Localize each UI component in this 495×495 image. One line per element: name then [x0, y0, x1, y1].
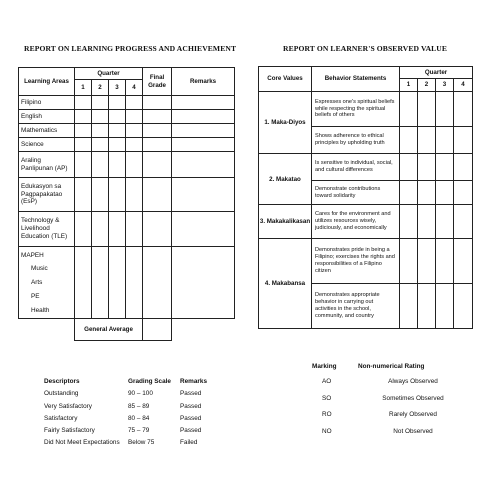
quarter-2-header: 2: [418, 79, 436, 92]
value-row: [259, 239, 473, 284]
mapeh-cell: [19, 247, 75, 319]
behavior-statement: Is sensitive to individual, social, and cultural differences: [312, 154, 400, 181]
grade-cell: [75, 96, 92, 110]
grade-cell: [92, 247, 109, 319]
rating-cell: [400, 239, 418, 284]
grade-cell: [75, 138, 92, 152]
remark: Passed: [180, 427, 202, 435]
subject-row-esp: [19, 178, 235, 212]
marking-header: Marking: [312, 363, 337, 370]
descriptor-row: [44, 425, 230, 437]
descriptor-row: [44, 388, 230, 400]
learning-progress-table: [18, 67, 235, 341]
core-value-makatao: 2. Makatao: [259, 154, 312, 205]
descriptor: Outstanding: [44, 390, 79, 398]
mark-rating: Sometimes Observed: [382, 394, 444, 402]
subject-row-english: [19, 110, 235, 124]
descriptor-row: [44, 401, 230, 413]
mark-rating: Not Observed: [393, 427, 433, 435]
quarter-3-header: 3: [436, 79, 454, 92]
progress-report-title: REPORT ON LEARNING PROGRESS AND ACHIEVEMENT: [24, 44, 237, 53]
subject-name: Filipino: [19, 96, 75, 110]
mark-code: AO: [322, 378, 332, 385]
rating-cell: [436, 205, 454, 239]
grade-cell: [109, 152, 126, 178]
grade-cell: [75, 178, 92, 212]
grading-scale: 90 – 100: [128, 390, 153, 398]
general-average-label: General Average: [75, 319, 143, 341]
grade-cell: [75, 247, 92, 319]
remark: Passed: [180, 390, 202, 398]
final-grade-cell: [143, 152, 172, 178]
subject-row-science: [19, 138, 235, 152]
grade-cell: [92, 124, 109, 138]
rating-cell: [418, 284, 436, 329]
marking-row: [312, 424, 468, 441]
final-grade-cell: [143, 212, 172, 247]
remarks-cell: [172, 152, 235, 178]
grade-cell: [109, 138, 126, 152]
quarter-header: Quarter: [400, 67, 473, 79]
grade-cell: [109, 96, 126, 110]
behavior-statement: Expresses one's spiritual beliefs while respecting the spiritual beliefs of others: [312, 92, 400, 127]
descriptors-header: Descriptors: [44, 378, 80, 385]
final-grade-cell: [143, 96, 172, 110]
rating-cell: [454, 92, 473, 127]
subject-row-mathematics: [19, 124, 235, 138]
grade-cell: [126, 178, 143, 212]
quarter-4-header: 4: [454, 79, 473, 92]
rating-cell: [436, 284, 454, 329]
final-grade-cell: [143, 124, 172, 138]
rating-cell: [454, 239, 473, 284]
rating-cell: [400, 127, 418, 154]
rating-cell: [418, 239, 436, 284]
descriptor: Did Not Meet Expectations: [44, 439, 120, 447]
rating-cell: [418, 154, 436, 181]
rating-cell: [400, 284, 418, 329]
quarter-2-header: 2: [92, 80, 109, 96]
rating-cell: [436, 239, 454, 284]
grade-cell: [92, 110, 109, 124]
grading-scale: Below 75: [128, 439, 155, 447]
grade-cell: [126, 96, 143, 110]
descriptor: Satisfactory: [44, 414, 78, 422]
grade-cell: [92, 96, 109, 110]
rating-cell: [418, 92, 436, 127]
rating-cell: [436, 154, 454, 181]
value-row: [259, 154, 473, 181]
behavior-statement: Cares for the environment and utilizes resources wisely, judiciously, and economically: [312, 205, 400, 239]
descriptor: Very Satisfactory: [44, 402, 92, 410]
rating-cell: [454, 284, 473, 329]
observed-values-title: REPORT ON LEARNER'S OBSERVED VALUE: [283, 44, 448, 53]
grading-scale: 75 – 79: [128, 427, 150, 435]
remark: Passed: [180, 402, 202, 410]
general-average-cell: [143, 319, 172, 341]
subject-row-filipino: [19, 96, 235, 110]
grade-cell: [92, 138, 109, 152]
descriptor: Fairly Satisfactory: [44, 427, 95, 435]
grade-cell: [126, 110, 143, 124]
mark-code: NO: [322, 427, 332, 435]
remarks-cell: [172, 178, 235, 212]
remark: Passed: [180, 414, 202, 422]
grade-cell: [126, 212, 143, 247]
behavior-statements-header: Behavior Statements: [312, 67, 400, 92]
mark-code: SO: [322, 394, 332, 402]
grade-cell: [92, 178, 109, 212]
grade-cell: [92, 212, 109, 247]
subject-row-tle: [19, 212, 235, 247]
rating-cell: [418, 127, 436, 154]
subject-name: Technology & Livelihood Education (TLE): [19, 212, 75, 247]
subject-row-ap: [19, 152, 235, 178]
remarks-cell: [172, 110, 235, 124]
behavior-statement: Demonstrates appropriate behavior in carrying out activities in the school, community, and country: [312, 284, 400, 329]
final-grade-header: Final Grade: [143, 68, 172, 96]
rating-cell: [418, 181, 436, 205]
final-grade-cell: [143, 247, 172, 319]
subject-name: Science: [19, 138, 75, 152]
core-value-maka-diyos: 1. Maka-Diyos: [259, 92, 312, 154]
rating-cell: [400, 205, 418, 239]
rating-cell: [436, 92, 454, 127]
value-row: [259, 205, 473, 239]
rating-cell: [454, 181, 473, 205]
grading-scale: 80 – 84: [128, 414, 150, 422]
grade-cell: [126, 152, 143, 178]
grade-cell: [109, 124, 126, 138]
behavior-statement: Demonstrates pride in being a Filipino; exercises the rights and responsibilities of a Filipino citizen: [312, 239, 400, 284]
marking-legend: [312, 360, 468, 440]
quarter-1-header: 1: [400, 79, 418, 92]
grade-cell: [109, 212, 126, 247]
rating-cell: [400, 92, 418, 127]
final-grade-cell: [143, 110, 172, 124]
grade-cell: [126, 138, 143, 152]
quarter-4-header: 4: [126, 80, 143, 96]
core-value-makabansa: 4. Makabansa: [259, 239, 312, 329]
grade-cell: [75, 110, 92, 124]
behavior-statement: Demonstrate contributions toward solidarity: [312, 181, 400, 205]
learning-areas-header: Learning Areas: [19, 68, 75, 96]
subject-name: English: [19, 110, 75, 124]
grade-cell: [109, 110, 126, 124]
marking-row: [312, 391, 468, 408]
grade-cell: [126, 124, 143, 138]
subject-name: Araling Panlipunan (AP): [19, 152, 75, 178]
rating-header: Non-numerical Rating: [358, 363, 425, 370]
remarks-cell: [172, 124, 235, 138]
subject-name: Mathematics: [19, 124, 75, 138]
remarks-header: Remarks: [172, 68, 235, 96]
grading-scale: 85 – 89: [128, 402, 150, 410]
rating-cell: [400, 181, 418, 205]
subject-row-mapeh: [19, 247, 235, 319]
grade-cell: [75, 124, 92, 138]
remarks-header: Remarks: [180, 378, 208, 385]
rating-cell: [454, 205, 473, 239]
mapeh-arts: Arts: [31, 279, 43, 286]
descriptor-row: [44, 437, 230, 449]
mark-code: RO: [322, 411, 332, 418]
final-grade-cell: [143, 178, 172, 212]
observed-values-table: [258, 66, 473, 329]
quarter-1-header: 1: [75, 80, 92, 96]
mark-rating: Always Observed: [388, 378, 438, 385]
remarks-cell: [172, 212, 235, 247]
final-grade-cell: [143, 138, 172, 152]
grade-cell: [126, 247, 143, 319]
rating-cell: [454, 154, 473, 181]
quarter-3-header: 3: [109, 80, 126, 96]
remarks-cell: [172, 138, 235, 152]
grade-cell: [109, 178, 126, 212]
value-row: [259, 92, 473, 127]
mapeh-music: Music: [31, 265, 48, 272]
grade-cell: [75, 212, 92, 247]
rating-cell: [400, 154, 418, 181]
core-value-makakalikasan: 3. Makakalikasan: [259, 205, 312, 239]
core-values-header: Core Values: [259, 67, 312, 92]
behavior-statement: Shows adherence to ethical principles by upholding truth: [312, 127, 400, 154]
marking-row: [312, 374, 468, 391]
general-average-row: [19, 319, 235, 341]
remark: Failed: [180, 439, 198, 447]
grade-cell: [92, 152, 109, 178]
grade-cell: [109, 247, 126, 319]
remarks-cell: [172, 247, 235, 319]
quarter-header: Quarter: [75, 68, 143, 80]
descriptors-legend: [44, 376, 230, 450]
mark-rating: Rarely Observed: [389, 411, 437, 418]
rating-cell: [454, 127, 473, 154]
remarks-cell: [172, 96, 235, 110]
descriptor-row: [44, 413, 230, 425]
mapeh-health: Health: [31, 307, 50, 314]
mapeh-pe: PE: [31, 293, 40, 300]
rating-cell: [418, 205, 436, 239]
rating-cell: [436, 127, 454, 154]
rating-cell: [436, 181, 454, 205]
grade-cell: [75, 152, 92, 178]
mapeh-label: MAPEH: [21, 252, 44, 259]
marking-row: [312, 407, 468, 424]
grading-scale-header: Grading Scale: [128, 378, 171, 385]
subject-name: Edukasyon sa Pagpapakatao (EsP): [19, 178, 75, 212]
